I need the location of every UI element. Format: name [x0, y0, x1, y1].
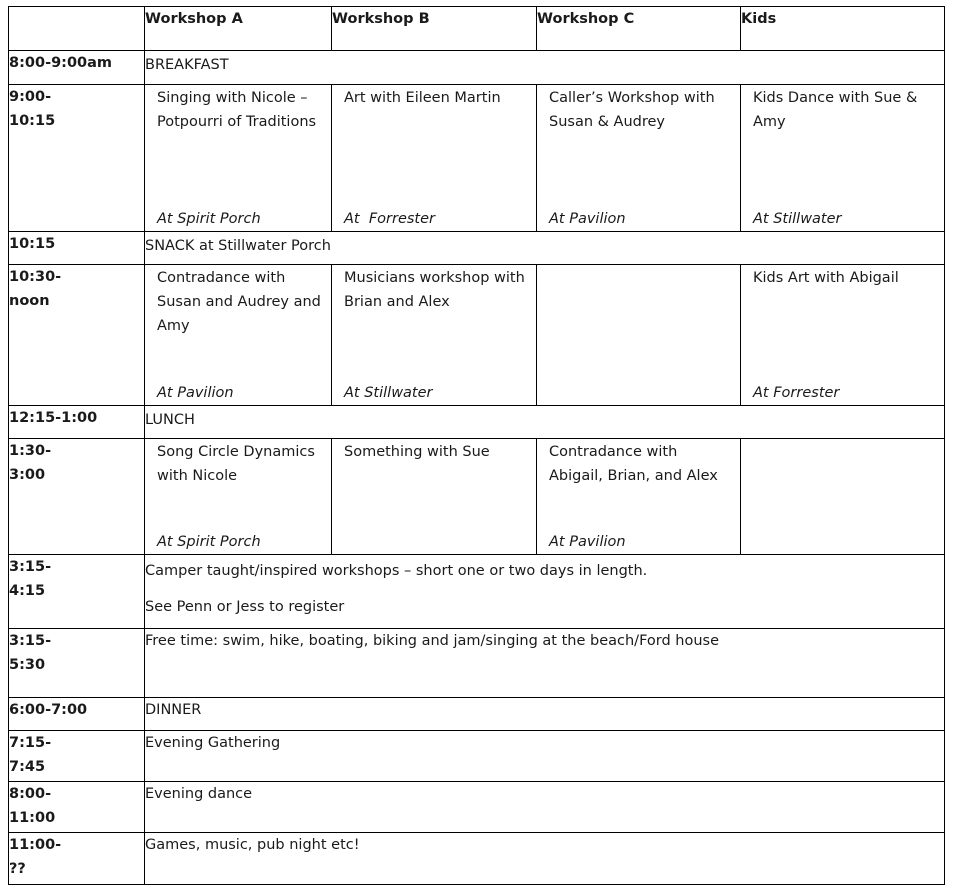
- full-row-text: SNACK at Stillwater Porch: [145, 232, 945, 265]
- session-location: At Pavilion: [157, 385, 234, 401]
- slot-workshop-c: [537, 265, 741, 406]
- row-evening-gathering: [9, 731, 945, 782]
- session-location: At Stillwater: [753, 211, 842, 227]
- row-camper-workshops: [9, 555, 945, 629]
- header-corner: [9, 7, 145, 51]
- row-snack: [9, 232, 945, 265]
- row-free-time: [9, 629, 945, 698]
- camper-workshops-text: Camper taught/inspired workshops – short one or two days in length.: [145, 563, 648, 579]
- slot-workshop-b: [332, 265, 537, 406]
- time-cell: 12:15-1:00: [9, 406, 145, 439]
- session-title: [537, 265, 740, 266]
- full-row-text: Games, music, pub night etc!: [145, 833, 945, 885]
- session-title: Musicians workshop with Brian and Alex: [344, 270, 525, 310]
- slot-workshop-c: [537, 85, 741, 232]
- session-title: Contradance with Abigail, Brian, and Alex: [549, 444, 718, 484]
- row-dinner: [9, 698, 945, 731]
- row-evening-dance: [9, 782, 945, 833]
- full-row-text: Evening Gathering: [145, 731, 945, 782]
- session-location: At Forrester: [344, 211, 436, 227]
- slot-workshop-a: [145, 85, 332, 232]
- session-location: At Forrester: [753, 385, 840, 401]
- full-row-text: DINNER: [145, 698, 945, 731]
- register-note: See Penn or Jess to register: [145, 599, 345, 615]
- session-title: Singing with Nicole – Potpourri of Traditions: [157, 90, 317, 130]
- header-workshop-b: Workshop B: [332, 7, 537, 51]
- time-cell: 3:15- 4:15: [9, 555, 145, 629]
- header-workshop-a: Workshop A: [145, 7, 332, 51]
- row-session-1: [9, 85, 945, 232]
- slot-workshop-c: [537, 439, 741, 555]
- time-cell: 3:15- 5:30: [9, 629, 145, 698]
- time-cell: 8:00- 11:00: [9, 782, 145, 833]
- full-row-text: [145, 555, 945, 629]
- time-cell: 8:00-9:00am: [9, 51, 145, 85]
- time-cell: 1:30- 3:00: [9, 439, 145, 555]
- slot-kids: [741, 439, 945, 555]
- header-row: [9, 7, 945, 51]
- time-cell: 10:30- noon: [9, 265, 145, 406]
- full-row-text: Free time: swim, hike, boating, biking and jam/singing at the beach/Ford house: [145, 629, 945, 698]
- session-title: Art with Eileen Martin: [344, 90, 501, 106]
- full-row-text: LUNCH: [145, 406, 945, 439]
- time-cell: 11:00- ??: [9, 833, 145, 885]
- time-cell: 6:00-7:00: [9, 698, 145, 731]
- session-location: At Spirit Porch: [157, 211, 261, 227]
- schedule-table: [8, 6, 945, 885]
- time-cell: 10:15: [9, 232, 145, 265]
- session-location: At Stillwater: [344, 385, 433, 401]
- row-session-3: [9, 439, 945, 555]
- session-title: Kids Dance with Sue & Amy: [753, 90, 918, 130]
- session-title: Kids Art with Abigail: [753, 270, 899, 286]
- full-row-text: BREAKFAST: [145, 51, 945, 85]
- session-title: Contradance with Susan and Audrey and Amy: [157, 270, 321, 334]
- row-games: [9, 833, 945, 885]
- row-breakfast: [9, 51, 945, 85]
- header-workshop-c: Workshop C: [537, 7, 741, 51]
- slot-workshop-a: [145, 265, 332, 406]
- session-title: Song Circle Dynamics with Nicole: [157, 444, 315, 484]
- slot-workshop-b: [332, 85, 537, 232]
- time-cell: 9:00- 10:15: [9, 85, 145, 232]
- header-kids: Kids: [741, 7, 945, 51]
- session-location: At Pavilion: [549, 211, 626, 227]
- session-title: Something with Sue: [344, 444, 490, 460]
- slot-workshop-b: [332, 439, 537, 555]
- session-location: At Spirit Porch: [157, 534, 261, 550]
- slot-workshop-a: [145, 439, 332, 555]
- slot-kids: [741, 265, 945, 406]
- slot-kids: [741, 85, 945, 232]
- row-lunch: [9, 406, 945, 439]
- time-cell: 7:15- 7:45: [9, 731, 145, 782]
- row-session-2: [9, 265, 945, 406]
- session-location: At Pavilion: [549, 534, 626, 550]
- full-row-text: Evening dance: [145, 782, 945, 833]
- session-title: Caller’s Workshop with Susan & Audrey: [549, 90, 715, 130]
